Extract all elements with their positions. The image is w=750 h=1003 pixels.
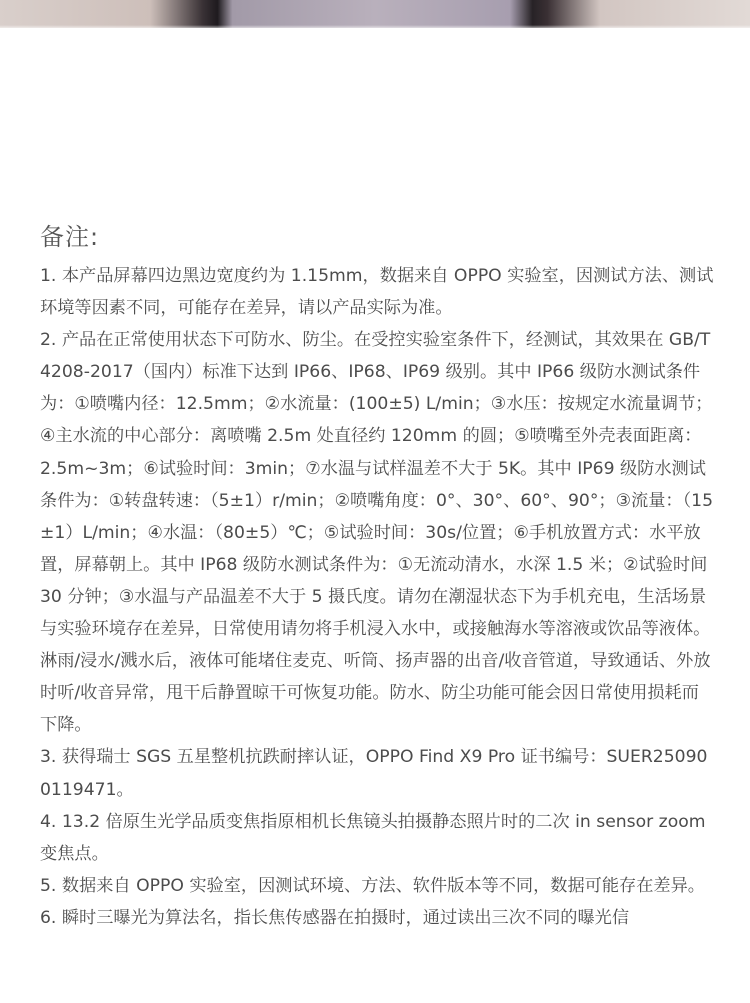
- notes-section: [40, 220, 714, 934]
- note-item-4: 4. 13.2 倍原生光学品质变焦指原相机长焦镜头拍摄静态照片时的二次 in sensor zoom 变焦点。: [40, 811, 706, 864]
- note-item-6: 6. 瞬时三曝光为算法名，指长焦传感器在拍摄时，通过读出三次不同的曝光信: [40, 907, 630, 928]
- notes-heading: 备注:: [40, 223, 100, 251]
- note-item-3: 3. 获得瑞士 SGS 五星整机抗跌耐摔认证，OPPO Find X9 Pro 证书编号：SUER250900119471。: [40, 747, 708, 800]
- note-item-1: 1. 本产品屏幕四边黑边宽度约为 1.15mm，数据来自 OPPO 实验室，因测试方法、测试环境等因素不同，可能存在差异，请以产品实际为准。: [40, 266, 714, 319]
- product-image-strip: [0, 0, 750, 28]
- note-item-5: 5. 数据来自 OPPO 实验室，因测试环境、方法、软件版本等不同，数据可能存在差异。: [40, 875, 705, 896]
- note-item-2: 2. 产品在正常使用状态下可防水、防尘。在受控实验室条件下，经测试，其效果在 GB/T 4208-2017（国内）标准下达到 IP66、IP68、IP69 级别。其中 IP66 级防水测试条件为：①喷嘴内径：12.5mm；②水流量：(100±5) L/min；③水压：按规定水流量调节；④主水流的中心部分：离喷嘴 2.5m 处直径约 120mm 的圆；⑤喷嘴至外壳表面距离：2.5m~3m；⑥试验时间：3min；⑦水温与试样温差不大于 5K。其中 IP69 级防水测试条件为：①转盘转速：（5±1）r/min；②喷嘴角度：0°、30°、60°、90°；③流量：（15±1）L/min；④水温：（80±5）℃；⑤试验时间：30s/位置；⑥手机放置方式：水平放置，屏幕朝上。其中 IP68 级防水测试条件为：①无流动清水，水深 1.5 米；②试验时间 30 分钟；③水温与产品温差不大于 5 摄氏度。请勿在潮湿状态下为手机充电，生活场景与实验环境存在差异，日常使用请勿将手机浸入水中，或接触海水等溶液或饮品等液体。淋雨/浸水/溅水后，液体可能堵住麦克、听筒、扬声器的出音/收音管道，导致通话、外放时听/收音异常，甩干后静置晾干可恢复功能。防水、防尘功能可能会因日常使用损耗而下降。: [40, 330, 714, 736]
